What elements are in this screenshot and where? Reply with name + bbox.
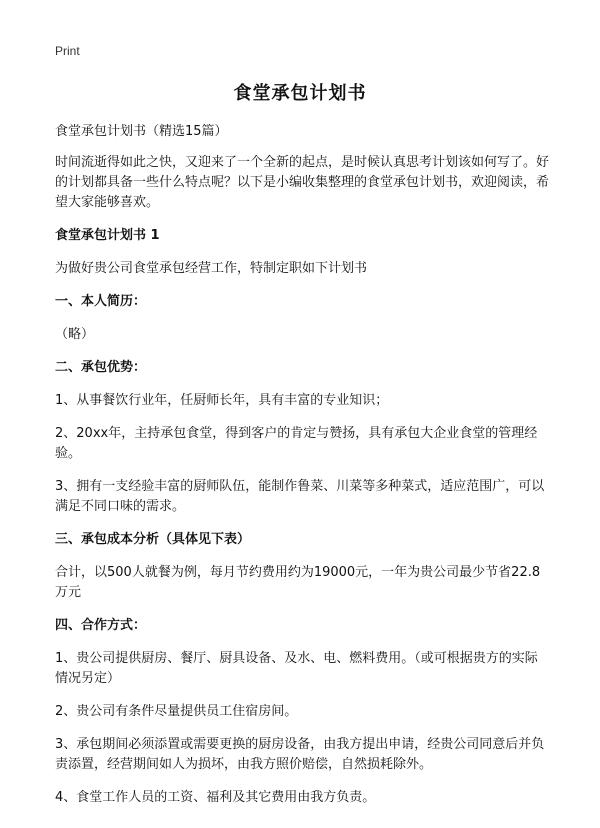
document-body	[55, 122, 550, 821]
intro-paragraph: 时间流逝得如此之快，又迎来了一个全新的起点，是时候认真思考计划该如何写了。好的计划都具备一些什么特点呢？以下是小编收集整理的食堂承包计划书，欢迎阅读，希望大家能够喜欢。	[55, 155, 550, 210]
advantage-item-2: 2、20xx年，主持承包食堂，得到客户的肯定与赞扬，具有承包大企业食堂的管理经验。	[55, 426, 538, 461]
heading-cost-analysis: 三、承包成本分析（具体见下表）	[55, 532, 251, 547]
cost-paragraph: 合计，以500人就餐为例，每月节约费用约为19000元，一年为贵公司最少节省22.8万元	[55, 565, 541, 600]
advantage-item-3: 3、拥有一支经验丰富的厨师队伍，能制作鲁菜、川菜等多种菜式，适应范围广，可以满足不同口味的需求。	[55, 479, 545, 514]
cooperation-item-2: 2、贵公司有条件尽量提供员工住宿房间。	[55, 704, 298, 719]
page-title: 食堂承包计划书	[233, 83, 367, 104]
cooperation-item-3: 3、承包期间必须添置或需要更换的厨房设备，由我方提出申请，经贵公司同意后并负责添置，经营期间如人为损坏，由我方照价赔偿，自然损耗除外。	[55, 737, 545, 772]
cooperation-item-4: 4、食堂工作人员的工资、福利及其它费用由我方负责。	[55, 790, 376, 805]
lead-paragraph: 为做好贵公司食堂承包经营工作，特制定职如下计划书	[55, 261, 368, 276]
resume-text: （略）	[55, 327, 95, 342]
advantage-item-1: 1、从事餐饮行业年，任厨师长年，具有丰富的专业知识；	[55, 393, 389, 408]
cooperation-item-1: 1、贵公司提供厨房、餐厅、厨具设备、及水、电、燃料费用。（或可根据贵方的实际情况另定）	[55, 651, 538, 686]
heading-resume: 一、本人简历：	[55, 294, 147, 309]
section-heading: 食堂承包计划书 1	[55, 228, 160, 243]
heading-advantages: 二、承包优势：	[55, 360, 147, 375]
print-label: Print	[55, 44, 80, 58]
subtitle: 食堂承包计划书（精选15篇）	[55, 124, 228, 139]
heading-cooperation: 四、合作方式：	[55, 618, 147, 633]
